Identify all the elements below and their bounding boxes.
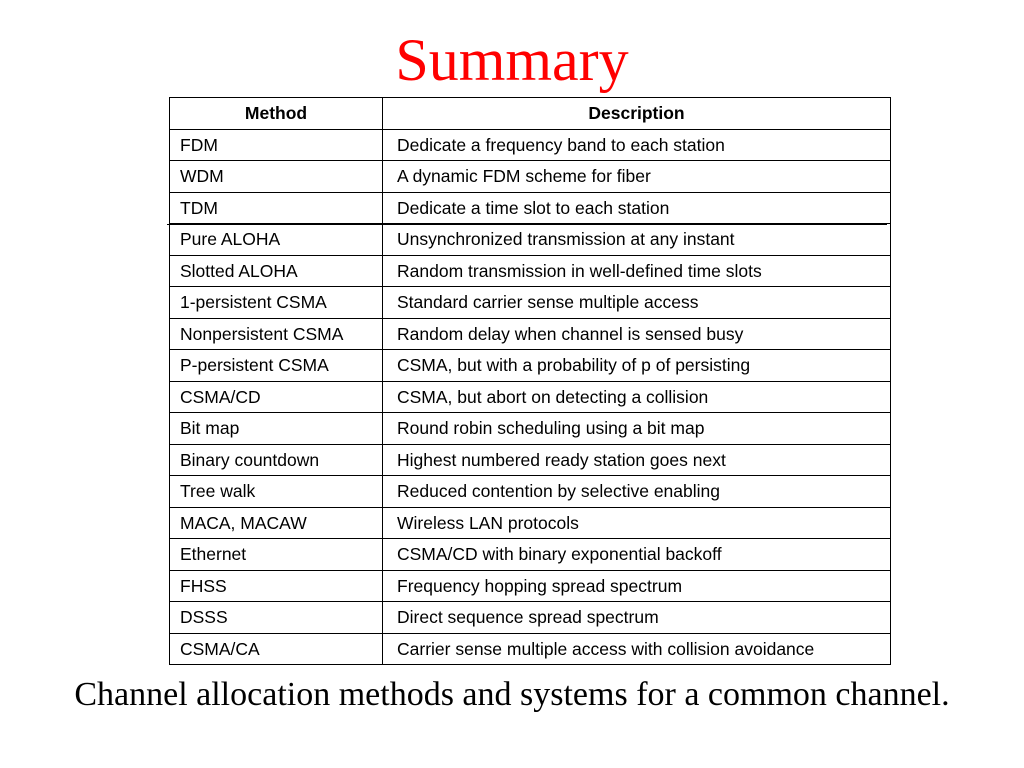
table-row: [170, 318, 891, 350]
method-cell: Tree walk: [170, 476, 383, 508]
description-cell: Unsynchronized transmission at any instant: [383, 224, 891, 256]
method-cell: 1-persistent CSMA: [170, 287, 383, 319]
method-cell: Slotted ALOHA: [170, 255, 383, 287]
method-cell: DSSS: [170, 602, 383, 634]
method-cell: Binary countdown: [170, 444, 383, 476]
method-cell: P-persistent CSMA: [170, 350, 383, 382]
table-row: [170, 161, 891, 193]
summary-table: [169, 97, 891, 665]
table-row: [170, 224, 891, 256]
slide-caption: Channel allocation methods and systems for a common channel.: [74, 676, 950, 713]
description-cell: CSMA/CD with binary exponential backoff: [383, 539, 891, 571]
method-cell: Nonpersistent CSMA: [170, 318, 383, 350]
method-cell: CSMA/CD: [170, 381, 383, 413]
method-cell: WDM: [170, 161, 383, 193]
table-header-row: [170, 98, 891, 130]
description-cell: A dynamic FDM scheme for fiber: [383, 161, 891, 193]
table-row: [170, 507, 891, 539]
table-row: [170, 413, 891, 445]
table-row: [170, 381, 891, 413]
table-row: [170, 476, 891, 508]
table-row: [170, 444, 891, 476]
method-cell: CSMA/CA: [170, 633, 383, 665]
table-row: [170, 539, 891, 571]
table-divider-line: [167, 224, 887, 225]
table-row: [170, 129, 891, 161]
description-cell: Random delay when channel is sensed busy: [383, 318, 891, 350]
method-cell: TDM: [170, 192, 383, 224]
table-row: [170, 255, 891, 287]
table-row: [170, 602, 891, 634]
description-cell: Highest numbered ready station goes next: [383, 444, 891, 476]
method-cell: Pure ALOHA: [170, 224, 383, 256]
method-cell: FDM: [170, 129, 383, 161]
description-cell: Round robin scheduling using a bit map: [383, 413, 891, 445]
method-cell: Bit map: [170, 413, 383, 445]
method-cell: MACA, MACAW: [170, 507, 383, 539]
description-cell: CSMA, but abort on detecting a collision: [383, 381, 891, 413]
slide-title: Summary: [395, 27, 629, 93]
description-cell: Standard carrier sense multiple access: [383, 287, 891, 319]
description-cell: CSMA, but with a probability of p of persisting: [383, 350, 891, 382]
description-cell: Reduced contention by selective enabling: [383, 476, 891, 508]
table-row: [170, 287, 891, 319]
description-cell: Frequency hopping spread spectrum: [383, 570, 891, 602]
summary-table-container: [169, 97, 890, 665]
header-description: Description: [383, 98, 891, 130]
method-cell: Ethernet: [170, 539, 383, 571]
table-row: [170, 350, 891, 382]
description-cell: Dedicate a frequency band to each station: [383, 129, 891, 161]
method-cell: FHSS: [170, 570, 383, 602]
table-row: [170, 570, 891, 602]
description-cell: Direct sequence spread spectrum: [383, 602, 891, 634]
description-cell: Dedicate a time slot to each station: [383, 192, 891, 224]
header-method: Method: [170, 98, 383, 130]
description-cell: Carrier sense multiple access with collision avoidance: [383, 633, 891, 665]
description-cell: Random transmission in well-defined time slots: [383, 255, 891, 287]
table-row: [170, 633, 891, 665]
table-row: [170, 192, 891, 224]
description-cell: Wireless LAN protocols: [383, 507, 891, 539]
table-body: [170, 129, 891, 665]
